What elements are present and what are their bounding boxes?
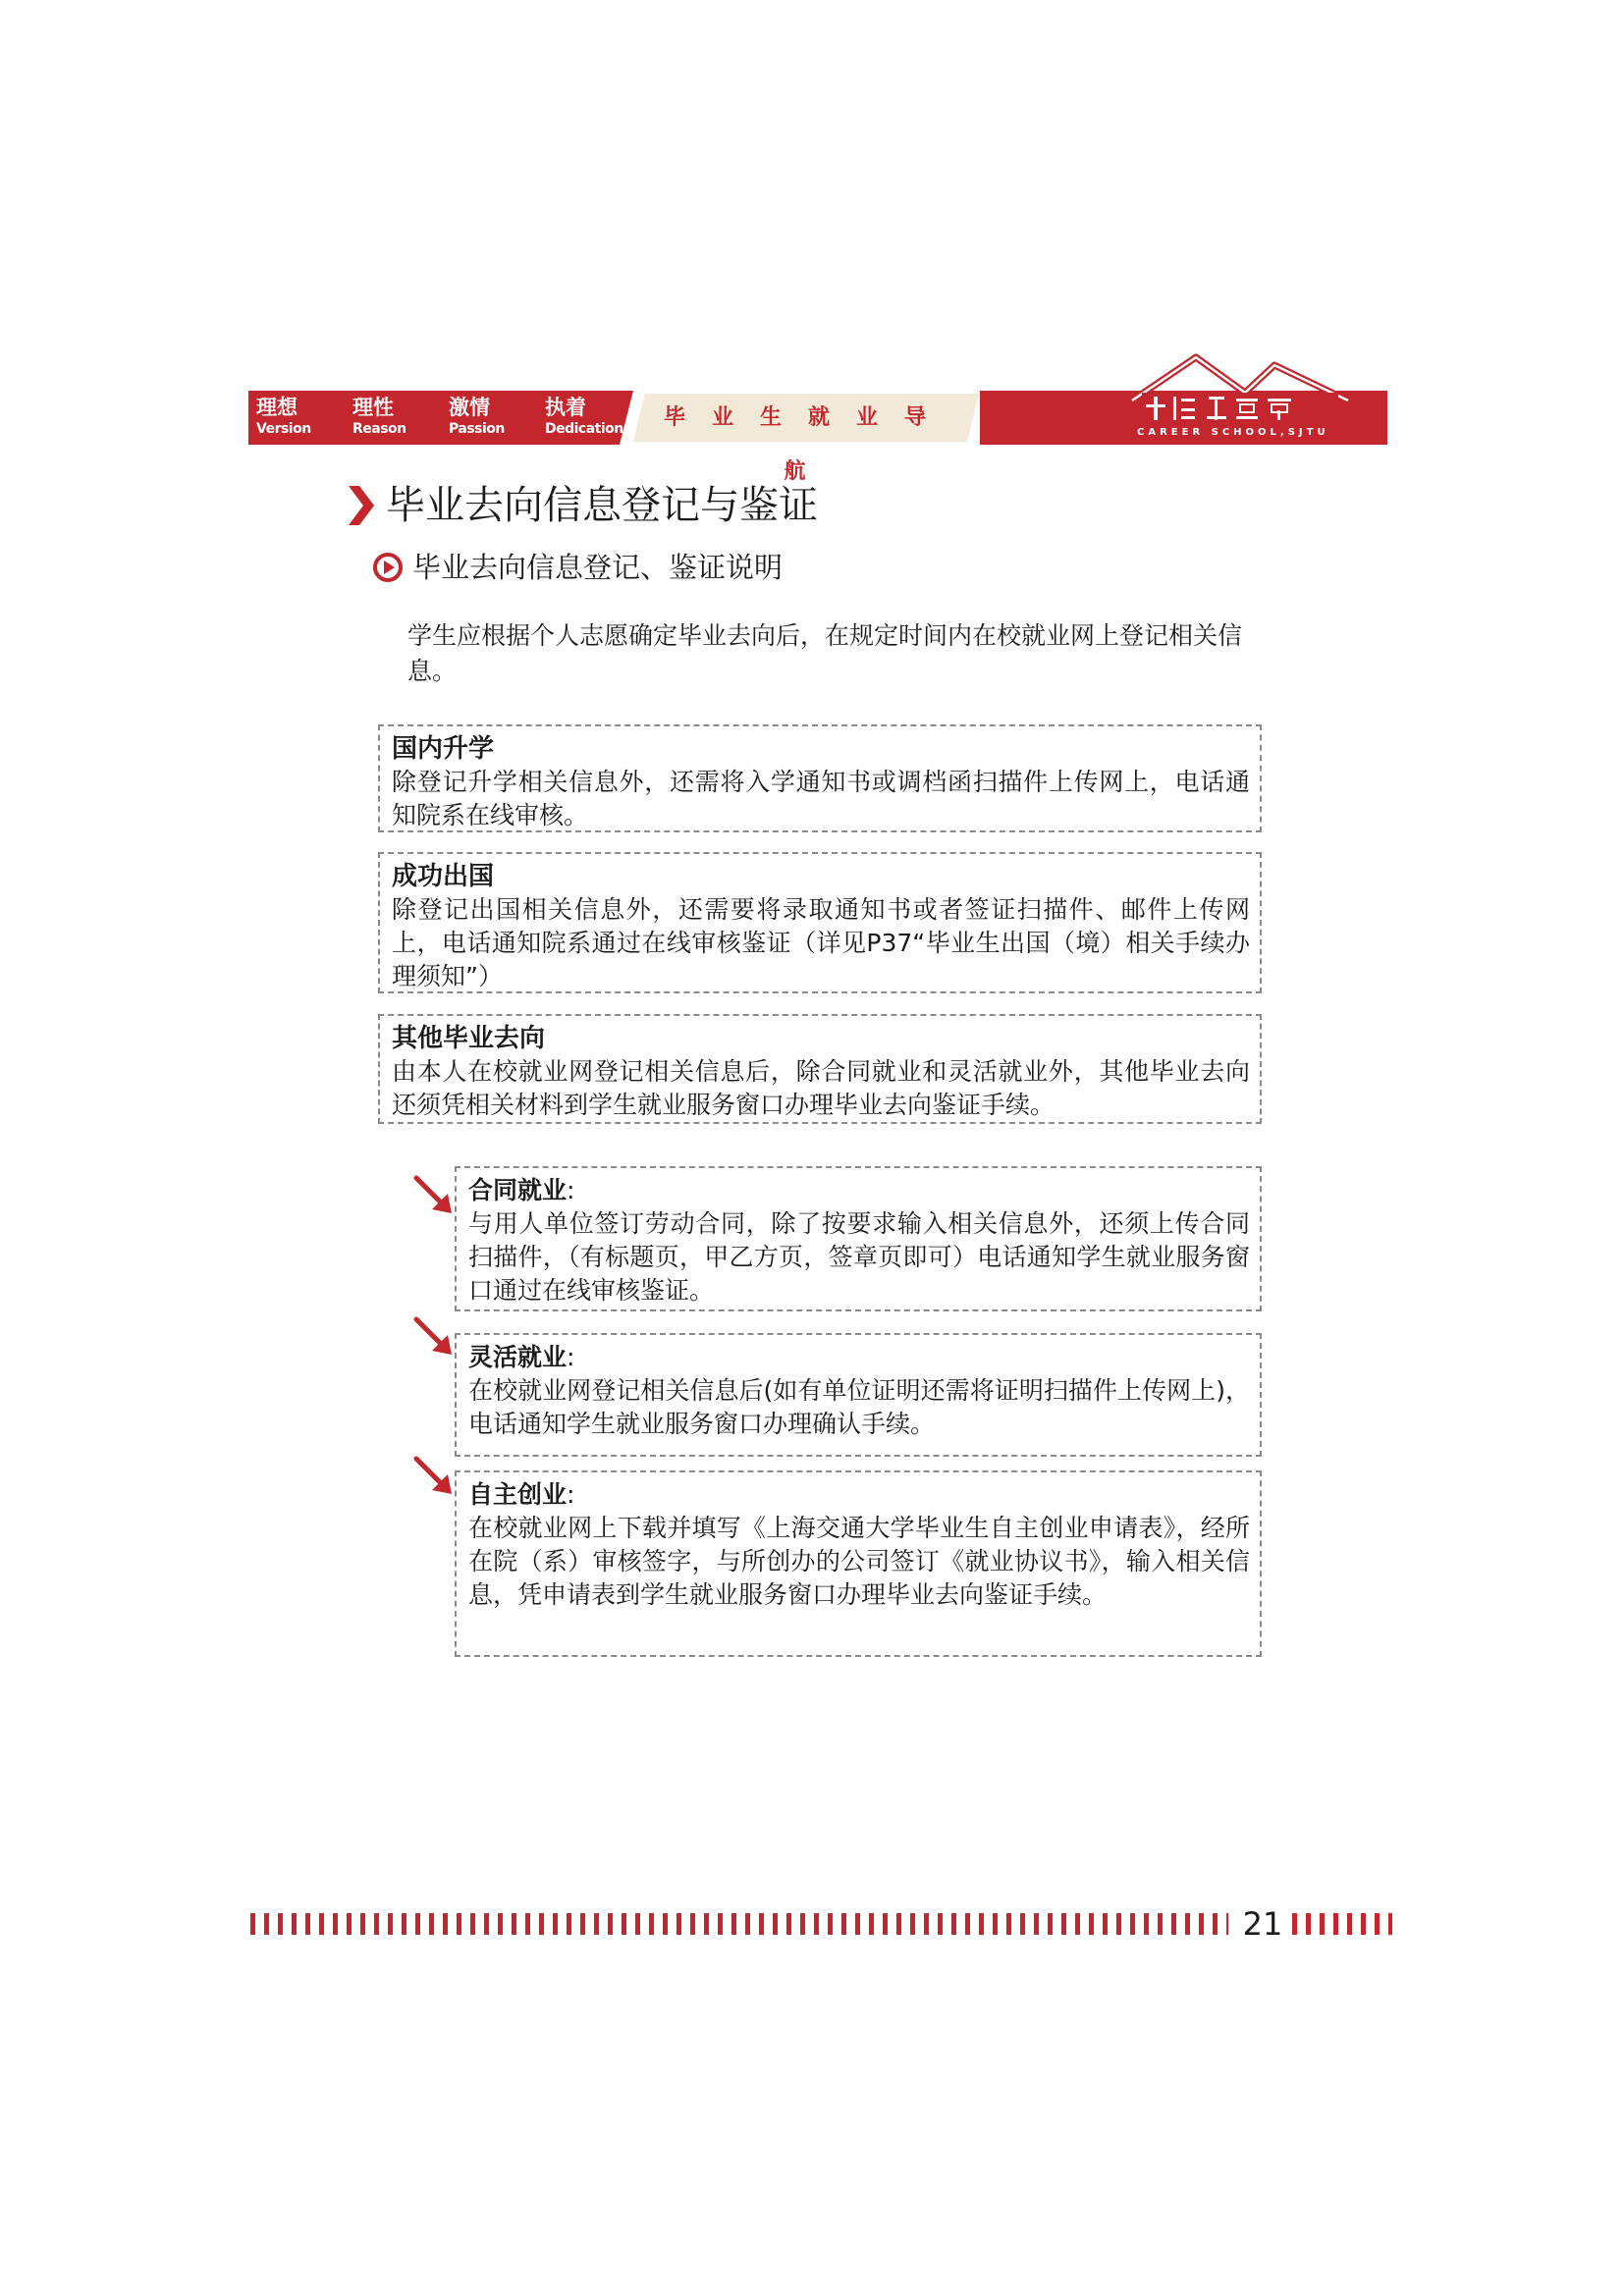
chevron-right-icon	[349, 486, 374, 525]
footer-tick-bar-left	[250, 1913, 1228, 1935]
slogan-dedication	[545, 391, 633, 445]
header-band	[248, 391, 1387, 484]
arrow-down-right-icon	[412, 1315, 456, 1359]
arrow-down-right-icon	[412, 1455, 456, 1498]
subsection-title: 毕业去向信息登记、鉴证说明	[412, 550, 784, 584]
box-body: 由本人在校就业网登记相关信息后，除合同就业和灵活就业外，其他毕业去向还须凭相关材料到学生就业服务窗口办理毕业去向鉴证手续。	[392, 1057, 1250, 1119]
section-heading	[349, 476, 818, 535]
slogan-reason	[352, 391, 441, 445]
footer-tick-bar-right	[1292, 1913, 1392, 1935]
play-circle-icon	[373, 553, 403, 582]
slogan-cn: 激情	[449, 396, 490, 419]
box-title	[468, 1478, 1250, 1512]
box-title: 国内升学	[392, 734, 495, 764]
box-title-colon: :	[567, 1176, 575, 1204]
box-title-colon: :	[567, 1343, 575, 1371]
box-body: 除登记升学相关信息外，还需将入学通知书或调档函扫描件上传网上，电话通知院系在线审核。	[392, 768, 1250, 829]
box-body: 在校就业网登记相关信息后(如有单位证明还需将证明扫描件上传网上)，电话通知学生就业服务窗口办理确认手续。	[468, 1376, 1250, 1438]
box-title-colon: :	[567, 1480, 575, 1509]
box-title-text: 合同就业	[468, 1176, 568, 1204]
slogan-en: Dedication	[545, 421, 623, 437]
slogan-cn: 理性	[352, 396, 394, 419]
slogan-cn: 执着	[545, 396, 586, 419]
subsection-heading	[373, 545, 783, 589]
box-body: 与用人单位签订劳动合同，除了按要求输入相关信息外，还须上传合同扫描件，（有标题页，甲乙方页，签章页即可）电话通知学生就业服务窗口通过在线审核鉴证。	[468, 1209, 1250, 1305]
info-box-domestic-study	[378, 724, 1262, 832]
slogan-list	[248, 391, 633, 445]
info-box-flexible-employment	[455, 1333, 1262, 1457]
slogan-en: Version	[256, 421, 311, 437]
box-title-text: 灵活就业	[468, 1343, 568, 1371]
box-title	[468, 1341, 1250, 1374]
page-number: 21	[1242, 1905, 1283, 1943]
info-box-contract-employment	[455, 1166, 1262, 1311]
box-title: 成功出国	[392, 862, 495, 891]
slogan-cn: 理想	[256, 396, 298, 419]
section-title: 毕业去向信息登记与鉴证	[386, 483, 818, 528]
slogan-en: Passion	[449, 421, 505, 437]
slogan-en: Reason	[352, 421, 406, 437]
slogan-version	[256, 391, 345, 445]
slogan-passion	[449, 391, 537, 445]
arrow-down-right-icon	[412, 1174, 456, 1217]
box-title-text: 自主创业	[468, 1480, 568, 1509]
logo-caption: CAREER SCHOOL,SJTU	[1137, 427, 1329, 438]
info-box-self-employment	[455, 1470, 1262, 1657]
intro-paragraph: 学生应根据个人志愿确定毕业去向后，在规定时间内在校就业网上登记相关信息。	[407, 621, 1243, 685]
box-title: 其他毕业去向	[392, 1024, 546, 1053]
info-box-study-abroad	[378, 852, 1262, 993]
box-body: 在校就业网上下载并填写《上海交通大学毕业生自主创业申请表》，经所在院（系）审核签字，与所创办的公司签订《就业协议书》，输入相关信息，凭申请表到学生就业服务窗口办理毕业去向鉴证手续。	[468, 1514, 1250, 1609]
box-body: 除登记出国相关信息外，还需要将录取通知书或者签证扫描件、邮件上传网上，电话通知院系通过在线审核鉴证（详见P37“毕业生出国（境）相关手续办理须知”）	[392, 895, 1250, 990]
info-box-other-destination	[378, 1014, 1262, 1124]
box-title	[468, 1174, 1250, 1207]
nav-title: 毕业生就业导航	[663, 405, 952, 484]
